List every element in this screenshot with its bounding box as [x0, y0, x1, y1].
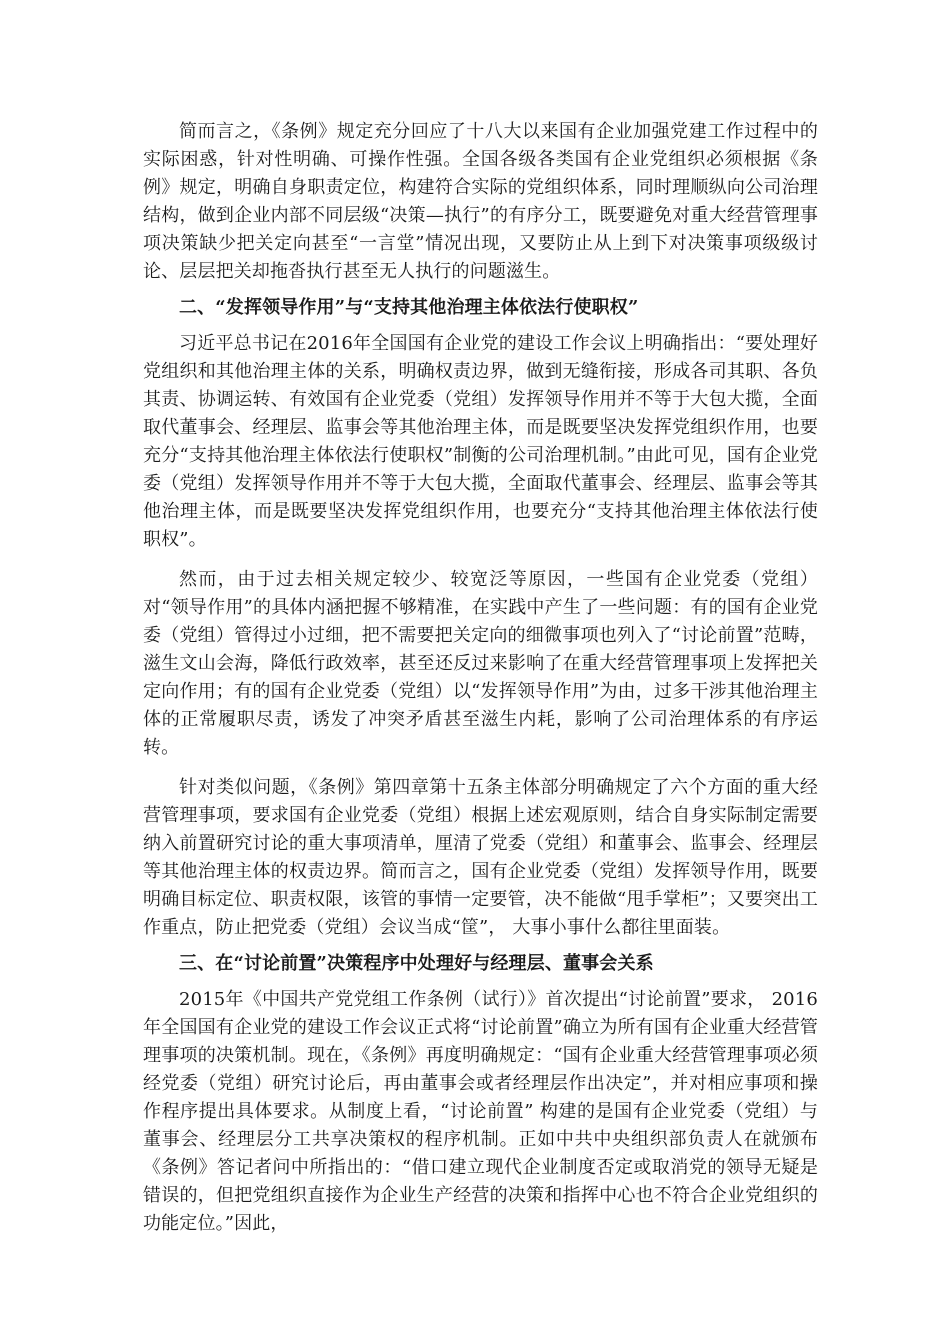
section-heading-three: 三、在“讨论前置”决策程序中处理好与经理层、董事会关系: [179, 953, 654, 974]
paragraph-leadership-role: 习近平总书记在2016年全国国有企业党的建设工作会议上明确指出：“要处理好党组织和其他治理主体的关系，明确权责边界，做到无缝衔接，形成各司其职、各负其责、协调运转、有效国有企业党委（党组）发挥领导作用并不等于大包大揽，全面取代董事会、经理层、监事会等其他治理主体，而是既要坚决发挥党组织作用，也要充分“支持其他治理主体依法行使职权”制衡的公司治理机制。”由此可见，国有企业党委（党组）发挥领导作用并不等于大包大揽，全面取代董事会、经理层、监事会等其他治理主体，而是既要坚决发挥党组织作用，也要充分“支持其他治理主体依法行使职权”。: [143, 333, 818, 550]
section-heading-two: 二、“发挥领导作用”与“支持其他治理主体依法行使职权”: [179, 297, 639, 318]
paragraph-summary: 简而言之，《条例》规定充分回应了十八大以来国有企业加强党建工作过程中的实际困惑，针对性明确、可操作性强。全国各级各类国有企业党组织必须根据《条例》规定，明确自身职责定位，构建符合实际的党组织体系，同时理顺纵向公司治理结构，做到企业内部不同层级“决策—执行”的有序分工，既要避免对重大经营管理事项决策缺少把关定向甚至“一言堂”情况出现，又要防止从上到下对决策事项级级讨论、层层把关却拖沓执行甚至无人执行的问题滋生。: [143, 121, 818, 282]
paragraph-regulation-response: 针对类似问题，《条例》第四章第十五条主体部分明确规定了六个方面的重大经营管理事项，要求国有企业党委（党组）根据上述宏观原则，结合自身实际制定需要纳入前置研究讨论的重大事项清单，厘清了党委（党组）和董事会、监事会、经理层等其他治理主体的权责边界。简而言之，国有企业党委（党组）发挥领导作用，既要明确目标定位、职责权限，该管的事情一定要管，决不能做“甩手掌柜”；又要突出工作重点，防止把党委（党组）会议当成“筐”， 大事小事什么都往里面装。: [143, 777, 818, 938]
document-page: [143, 118, 818, 1238]
paragraph-discussion-first: 2015年《中国共产党党组工作条例（试行）》首次提出“讨论前置”要求， 2016年全国国有企业党的建设工作会议正式将“讨论前置”确立为所有国有企业重大经营管理事项的决策机制。现在，《条例》再度明确规定：“国有企业重大经营管理事项必须经党委（党组）研究讨论后，再由董事会或者经理层作出决定”，并对相应事项和操作程序提出具体要求。从制度上看，“讨论前置” 构建的是国有企业党委（党组）与董事会、经理层分工共享决策权的程序机制。正如中共中央组织部负责人在就颁布《条例》答记者问中所指出的：“借口建立现代企业制度否定或取消党的领导无疑是错误的，但把党组织直接作为企业生产经营的决策和指挥中心也不符合企业党组织的功能定位。”因此，: [143, 989, 818, 1234]
paragraph-problems: 然而，由于过去相关规定较少、较宽泛等原因，一些国有企业党委（党组） 对“领导作用”的具体内涵把握不够精准，在实践中产生了一些问题：有的国有企业党委（党组）管得过小过细，把不需要把关定向的细微事项也列入了“讨论前置”范畴，滋生文山会海，降低行政效率，甚至还反过来影响了在重大经营管理事项上发挥把关定向作用；有的国有企业党委（党组）以“发挥领导作用”为由，过多干涉其他治理主体的正常履职尽责，诱发了冲突矛盾甚至滋生内耗，影响了公司治理体系的有序运转。: [143, 569, 818, 758]
